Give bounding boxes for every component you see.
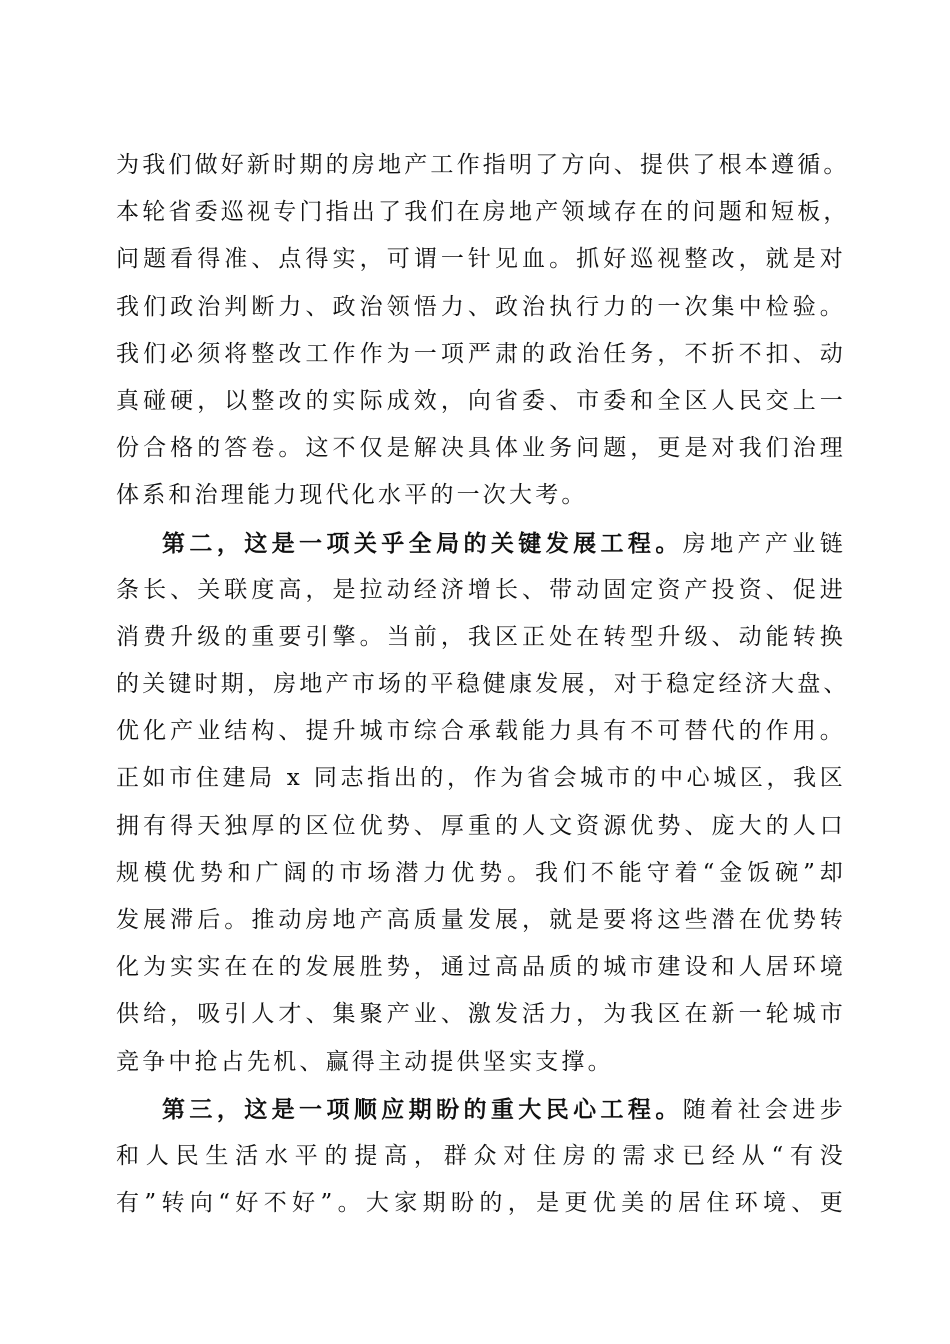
text-line: 我们政治判断力、政治领悟力、政治执行力的一次集中检验。 [116, 293, 846, 320]
text-line: 真碰硬，以整改的实际成效，向省委、市委和全区人民交上一 [116, 387, 846, 414]
body-text [116, 142, 850, 1227]
text-line: 问题看得准、点得实，可谓一针见血。抓好巡视整改，就是对 [116, 246, 846, 273]
text-line: 化为实实在在的发展胜势，通过高品质的城市建设和人居环境 [116, 954, 846, 981]
text-line: 体系和治理能力现代化水平的一次大考。 [116, 482, 588, 509]
text-line: 为我们做好新时期的房地产工作指明了方向、提供了根本遵循。 [116, 152, 850, 178]
paragraph-text: 房地产产业链 [682, 530, 846, 557]
paragraph-text: 随着社会进步 [682, 1096, 846, 1123]
text-line: 规模优势和广阔的市场潜力优势。我们不能守着“金饭碗”却 [116, 859, 846, 886]
text-line: 竞争中抢占先机、赢得主动提供坚实支撑。 [116, 1048, 614, 1075]
text-line: 份合格的答卷。这不仅是解决具体业务问题，更是对我们治理 [116, 435, 846, 462]
text-line: 供给，吸引人才、集聚产业、激发活力，为我区在新一轮城市 [116, 1001, 846, 1028]
text-line: 的关键时期，房地产市场的平稳健康发展，对于稳定经济大盘、 [116, 671, 850, 698]
text-line: 有”转向“好不好”。大家期盼的，是更优美的居住环境、更 [116, 1190, 846, 1217]
text-line: 条长、关联度高，是拉动经济增长、带动固定资产投资、促进 [116, 576, 846, 603]
paragraph-lead-heading: 第三，这是一项顺应期盼的重大民心工程。 [162, 1095, 683, 1123]
text-line: 拥有得天独厚的区位优势、厚重的人文资源优势、庞大的人口 [116, 812, 846, 839]
text-line: 本轮省委巡视专门指出了我们在房地产领域存在的问题和短板， [116, 199, 850, 226]
text-line: 正如市住建局 x 同志指出的，作为省会城市的中心城区，我区 [116, 765, 846, 792]
paragraph-lead-heading: 第二，这是一项关乎全局的关键发展工程。 [162, 529, 683, 557]
text-line: 消费升级的重要引擎。当前，我区正处在转型升级、动能转换 [116, 623, 846, 650]
paragraph-start-line [116, 520, 846, 567]
text-line: 发展滞后。推动房地产高质量发展，就是要将这些潜在优势转 [116, 907, 846, 933]
paragraph-start-line [116, 1086, 846, 1133]
text-line: 和人民生活水平的提高，群众对住房的需求已经从“有没 [116, 1142, 846, 1169]
text-line: 我们必须将整改工作作为一项严肃的政治任务，不折不扣、动 [116, 340, 846, 367]
text-line: 优化产业结构、提升城市综合承载能力具有不可替代的作用。 [116, 718, 846, 745]
